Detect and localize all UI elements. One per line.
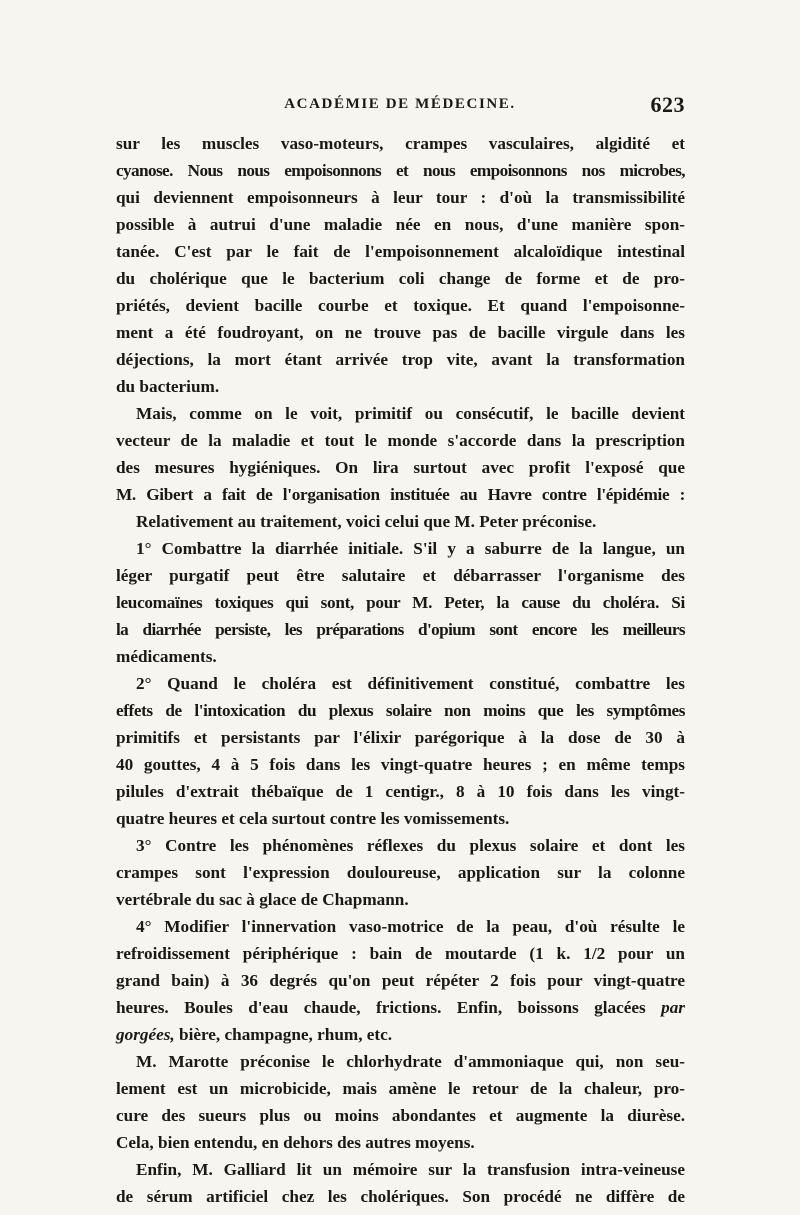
- text-line: 40 gouttes, 4 à 5 fois dans les vingt-quatre heures ; en même temps: [116, 755, 685, 774]
- text-line: crampes sont l'expression douloureuse, application sur la colonne: [116, 863, 685, 882]
- text-line: M. Gibert a fait de l'organisation instituée au Havre contre l'épidémie :: [116, 485, 685, 504]
- text-line: 2° Quand le choléra est définitivement constitué, combattre les: [136, 674, 685, 693]
- text-line: sur les muscles vaso-moteurs, crampes vasculaires, algidité et: [116, 134, 685, 153]
- text-line: M. Marotte préconise le chlorhydrate d'ammoniaque qui, non seu-: [136, 1052, 685, 1071]
- text-line: 3° Contre les phénomènes réflexes du plexus solaire et dont les: [136, 836, 685, 855]
- text-line: Relativement au traitement, voici celui que M. Peter préconise.: [136, 512, 597, 531]
- text-line: médicaments.: [116, 647, 217, 666]
- text-line: Mais, comme on le voit, primitif ou consécutif, le bacille devient: [136, 404, 685, 423]
- text-line: la diarrhée persiste, les préparations d'opium sont encore les meilleurs: [116, 620, 685, 639]
- text-line: du bacterium.: [116, 377, 220, 396]
- text-fragment: heures. Boules d'eau chaude, frictions. Enfin, boissons glacées: [116, 998, 646, 1017]
- text-line: cyanose. Nous nous empoisonnons et nous empoisonnons nos microbes,: [116, 161, 685, 180]
- text-line: Enfin, M. Galliard lit un mémoire sur la transfusion intra-veineuse: [136, 1160, 685, 1179]
- text-line: leucomaïnes toxiques qui sont, pour M. Peter, la cause du choléra. Si: [116, 593, 685, 612]
- text-line: léger purgatif peut être salutaire et débarrasser l'organisme des: [116, 566, 685, 585]
- body-text: [116, 130, 685, 1210]
- text-line: 4° Modifier l'innervation vaso-motrice de la peau, d'où résulte le: [136, 917, 685, 936]
- text-line: des mesures hygiéniques. On lira surtout avec profit l'exposé que: [116, 458, 685, 477]
- text-line: refroidissement périphérique : bain de moutarde (1 k. 1/2 pour un: [116, 944, 685, 963]
- text-line: ment a été foudroyant, on ne trouve pas de bacille virgule dans les: [116, 323, 685, 342]
- text-line: du cholérique que le bacterium coli change de forme et de pro-: [116, 269, 685, 288]
- text-line: pilules d'extrait thébaïque de 1 centigr., 8 à 10 fois dans les vingt-: [116, 782, 685, 801]
- text-line: Cela, bien entendu, en dehors des autres moyens.: [116, 1133, 475, 1152]
- text-line: vecteur de la maladie et tout le monde s'accorde dans la prescription: [116, 431, 685, 450]
- text-line: priétés, devient bacille courbe et toxique. Et quand l'empoisonne-: [116, 296, 685, 315]
- text-line: vertébrale du sac à glace de Chapmann.: [116, 890, 409, 909]
- text-fragment: bière, champagne, rhum, etc.: [179, 1025, 393, 1044]
- text-line: quatre heures et cela surtout contre les vomissements.: [116, 809, 510, 828]
- running-head: [115, 92, 685, 122]
- text-line: [116, 1021, 685, 1048]
- text-line: déjections, la mort étant arrivée trop vite, avant la transformation: [116, 350, 685, 369]
- text-line: qui deviennent empoisonneurs à leur tour : d'où la transmissibilité: [116, 188, 685, 207]
- italic-fragment: gorgées,: [116, 1025, 175, 1044]
- text-line: primitifs et persistants par l'élixir parégorique à la dose de 30 à: [116, 728, 685, 747]
- text-line: grand bain) à 36 degrés qu'on peut répéter 2 fois pour vingt-quatre: [116, 971, 685, 990]
- text-line: possible à autrui d'une maladie née en nous, d'une manière spon-: [116, 215, 685, 234]
- italic-fragment: par: [661, 998, 685, 1017]
- text-line: de sérum artificiel chez les cholériques. Son procédé ne diffère de: [116, 1187, 685, 1206]
- text-line: cure des sueurs plus ou moins abondantes et augmente la diurèse.: [116, 1106, 685, 1125]
- text-line: lement est un microbicide, mais amène le retour de la chaleur, pro-: [116, 1079, 685, 1098]
- text-line: tanée. C'est par le fait de l'empoisonnement alcaloïdique intestinal: [116, 242, 685, 261]
- running-title: ACADÉMIE DE MÉDECINE.: [284, 96, 516, 112]
- text-line: 1° Combattre la diarrhée initiale. S'il y a saburre de la langue, un: [136, 539, 685, 558]
- page-number: 623: [650, 92, 685, 117]
- text-line: effets de l'intoxication du plexus solaire non moins que les symptômes: [116, 701, 685, 720]
- text-line: [116, 994, 685, 1021]
